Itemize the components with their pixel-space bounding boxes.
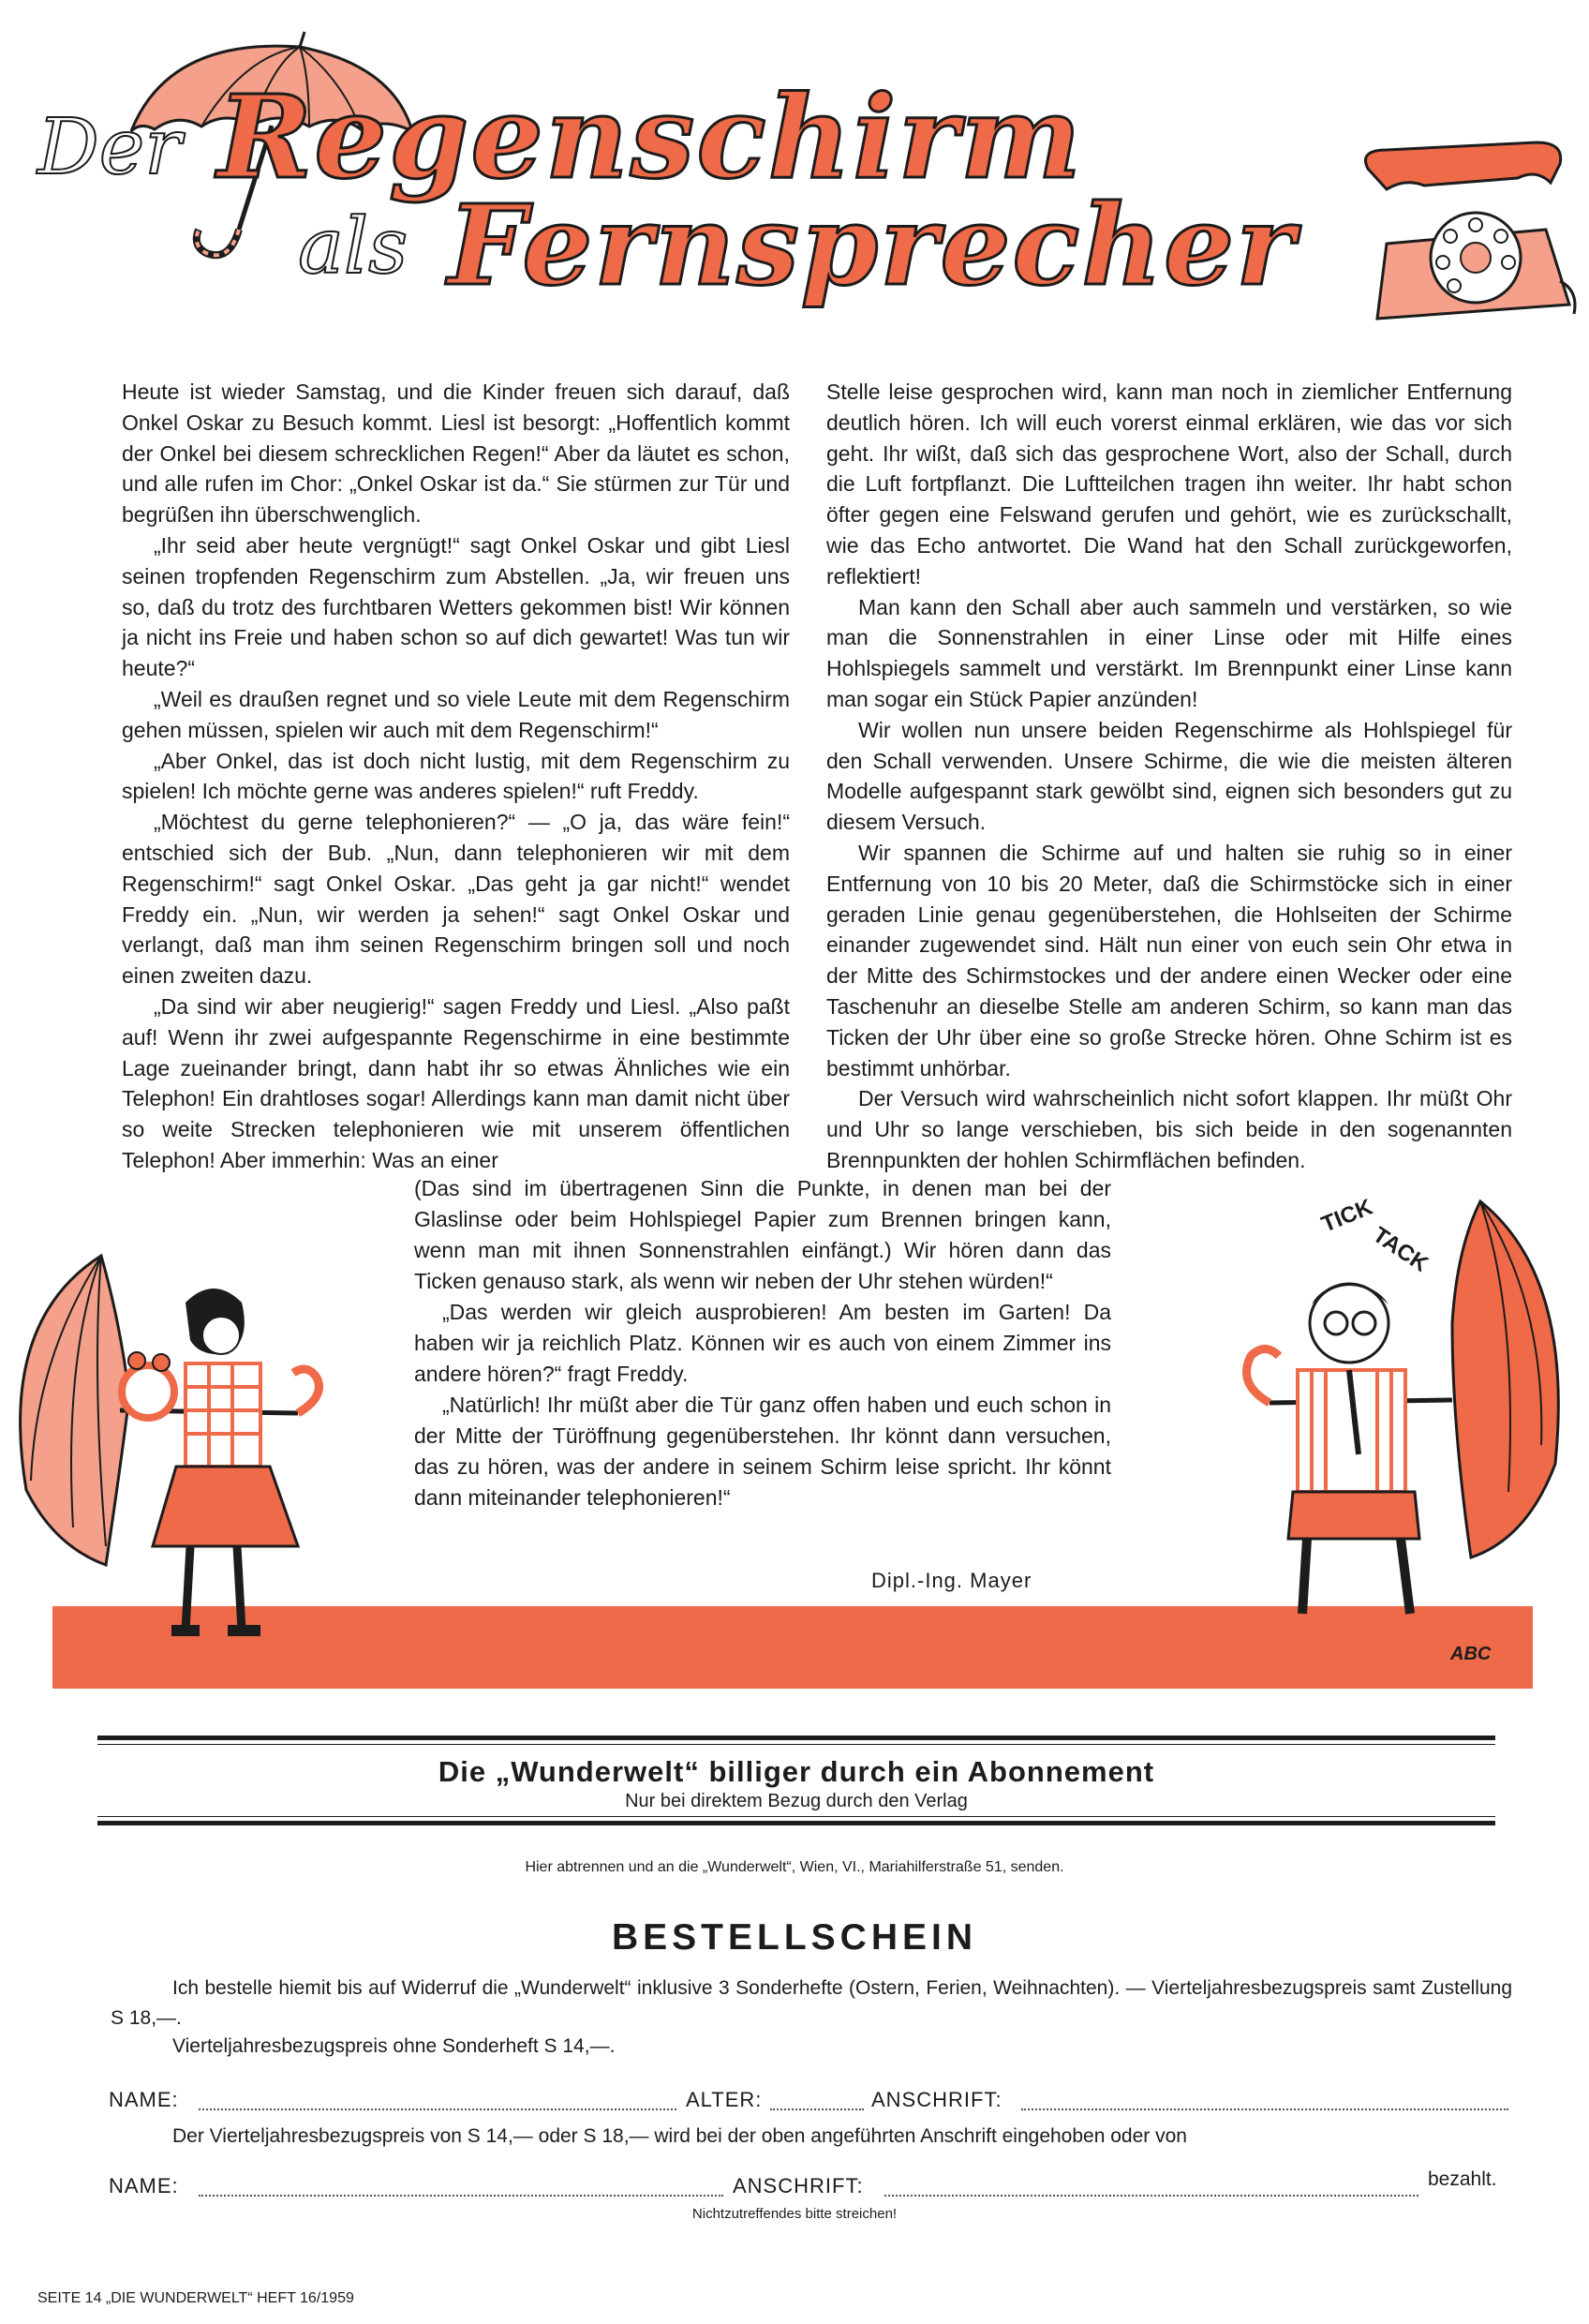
- subscription-subline: Nur bei direktem Bezug durch den Verlag: [625, 1791, 968, 1811]
- author-signature: Dipl.-Ing. Mayer: [871, 1569, 1032, 1592]
- paragraph: Heute ist wieder Samstag, und die Kinder freuen sich darauf, daß Onkel Oskar zu Besuch kommt. Liesl ist besorgt: „Hoffentlich kommt der Onkel bei diesem schrecklichen Regen!“ Aber da läutet es schon, und alle rufen im Chor: „Onkel Oskar ist da.“ Sie stürmen zur Tür und begrüßen ihn überschwenglich.: [122, 380, 790, 528]
- paragraph: „Da sind wir aber neugierig!“ sagen Freddy und Liesl. „Also paßt auf! Wenn ihr zwei aufgespannte Regenschirme in eine bestimmte Lage zueinander bringt, dann habt ihr so etwas Ähnliches wie ein Telephon! Ein drahtloses sogar! Allerdings kann man damit nicht über so weite Strecken telephonieren wie mit unserem öffentlichen Telephon! Aber immerhin: Was an einer: [122, 993, 790, 1172]
- name-label-2: NAME:: [109, 2174, 179, 2197]
- paragraph: „Das werden wir gleich ausprobieren! Am besten im Garten! Da haben wir ja reichlich Platz. Können wir es auch von einem Zimmer ins andere hören?“ fragt Freddy.: [414, 1300, 1111, 1386]
- paragraph: „Aber Onkel, das ist doch nicht lustig, mit dem Regenschirm zu spielen! Ich möchte gerne was anderes spielen!“ ruft Freddy.: [122, 748, 790, 804]
- alter-field[interactable]: [770, 2108, 864, 2110]
- paragraph: (Das sind im übertragenen Sinn die Punkte, in denen man bei der Glaslinse oder beim Hohlspiegel Papier zum Brennen bringen kann, wenn man mit ihnen Sonnenstrahlen einfängt.) Wir hören dann das Ticken genauso stark, als wenn wir neben der Uhr stehen würden!“: [414, 1176, 1111, 1293]
- alter-label: ALTER:: [686, 2088, 763, 2111]
- order-form-title: BESTELLSCHEIN: [611, 1917, 978, 1958]
- page-footer: SEITE 14 „DIE WUNDERWELT“ HEFT 16/1959: [37, 2290, 354, 2306]
- anschrift-field[interactable]: [1021, 2108, 1508, 2110]
- order-text-3: Der Vierteljahresbezugspreis von S 14,— oder S 18,— wird bei der oben angeführten Anschrift eingehoben oder von: [172, 2125, 1187, 2147]
- payer-address-field[interactable]: [884, 2195, 1418, 2197]
- name-label: NAME:: [109, 2088, 179, 2111]
- tick-text: TICK: [1317, 1194, 1376, 1238]
- anschrift-label: ANSCHRIFT:: [871, 2088, 1002, 2111]
- article-middle-column: [414, 1173, 1111, 1513]
- title-der: Der: [37, 103, 182, 192]
- anschrift-label-2: ANSCHRIFT:: [733, 2174, 864, 2197]
- article-left-column: [122, 377, 790, 1176]
- payer-name-field[interactable]: [199, 2195, 723, 2197]
- paragraph: Wir wollen nun unsere beiden Regenschirme als Hohlspiegel für den Schall verwenden. Unsere Schirme, die wie die meisten älteren Modelle aufgespannt stark gewölbt sind, eignen sich besonders gut zu diesem Versuch.: [826, 717, 1512, 835]
- paragraph: Man kann den Schall aber auch sammeln und verstärken, so wie man die Sonnenstrahlen in einer Linse oder mit Hilfe eines Hohlspiegels sammelt und verstärkt. Im Brennpunkt einer Linse kann man sogar ein Stück Papier anzünden!: [826, 594, 1512, 711]
- paragraph: Stelle leise gesprochen wird, kann man noch in ziemlicher Entfernung deutlich hören. Ich will euch vorerst einmal erklären, wie das vor sich geht. Ihr wißt, daß sich das gesprochene Wort, also der Schall, durch die Luft fortpflanzt. Die Luftteilchen tragen ihn weiter. Ihr habt schon öfter gegen eine Felswand gerufen und gehört, wie es zurückschallt, wie das Echo antwortet. Die Wand hat den Schall zurückgeworfen, reflektiert!: [826, 380, 1512, 588]
- order-note: Nichtzutreffendes bitte streichen!: [691, 2206, 898, 2222]
- girl-with-clock-illustration: [17, 1246, 364, 1659]
- paragraph: „Weil es draußen regnet und so viele Leute mit dem Regenschirm gehen müssen, spielen wir auch mit dem Regenschirm!“: [122, 686, 790, 742]
- telephone-icon: [1349, 131, 1583, 328]
- paragraph: „Möchtest du gerne telephonieren?“ — „O ja, das wäre fein!“ entschied sich der Bub. „Nun, dann telephonieren wir mit dem Regenschirm!“ sagt Onkel Oskar. „Das geht ja gar nicht!“ wendet Freddy ein. „Nun, wir werden ja sehen!“ sagt Onkel Oskar und verlangt, daß man ihm seinen Regenschirm bringen soll und noch einen zweiten dazu.: [122, 810, 790, 989]
- paragraph: Der Versuch wird wahrscheinlich nicht sofort klappen. Ihr müßt Ohr und Uhr so lange verschieben, bis sich beide in den sogenannten Brennpunkten der hohlen Schirmflächen befinden.: [826, 1086, 1512, 1172]
- order-text-2: Vierteljahresbezugspreis ohne Sonderheft S 14,—.: [172, 2035, 616, 2057]
- article-right-column: [826, 377, 1512, 1176]
- title-main: Regenschirm: [217, 69, 1084, 204]
- paragraph: Wir spannen die Schirme auf und halten sie ruhig so in einer Entfernung von 10 bis 20 Meter, daß die Schirmstöcke sich in einer geraden Linie genau gegenüberstehen, die Hohlseiten der Schirme einander zugewendet sind. Hält nun einer von euch sein Ohr etwa in der Mitte des Schirmstockes und der andere einen Wecker oder eine Taschenuhr an dieselbe Stelle am anderen Schirm, so kann man das Ticken der Uhr über eine so große Strecke hören. Ohne Schirm ist es bestimmt unhörbar.: [826, 840, 1512, 1080]
- paragraph: „Natürlich! Ihr müßt aber die Tür ganz offen haben und euch schon in der Mitte der Türöffnung gegenüberstehen. Ihr könnt dann versuchen, das zu hören, was der andere in seinem Schirm leise spricht. Ihr könnt dann miteinander telephonieren!“: [414, 1393, 1111, 1510]
- order-text-1: Ich bestelle hiemit bis auf Widerruf die „Wunderwelt“ inklusive 3 Sonderhefte (Ostern, Ferien, Weihnachten). — Vierteljahresbezugspreis samt Zustellung S 18,—.: [111, 1977, 1512, 2029]
- title-second: Fernsprecher: [448, 180, 1297, 310]
- illustrator-signature: ABC: [1450, 1644, 1492, 1664]
- cut-instruction: Hier abtrennen und an die „Wunderwelt“, Wien, VI., Mariahilferstraße 51, senden.: [525, 1859, 1064, 1875]
- tack-text: TACK: [1368, 1222, 1433, 1277]
- subscription-banner: [97, 1736, 1495, 1825]
- subscription-headline: Die „Wunderwelt“ billiger durch ein Abonnement: [438, 1755, 1155, 1788]
- bezahlt-label: bezahlt.: [1428, 2168, 1497, 2190]
- name-field[interactable]: [199, 2108, 676, 2110]
- title-als: als: [298, 202, 408, 291]
- paragraph: „Ihr seid aber heute vergnügt!“ sagt Onkel Oskar und gibt Liesl seinen tropfenden Regenschirm zum Abstellen. „Ja, wir freuen uns so, daß du trotz des furchtbaren Wetters gekommen bist! Wir können ja nicht ins Freie und haben schon so auf dich gewartet! Was tun wir heute?“: [122, 532, 790, 681]
